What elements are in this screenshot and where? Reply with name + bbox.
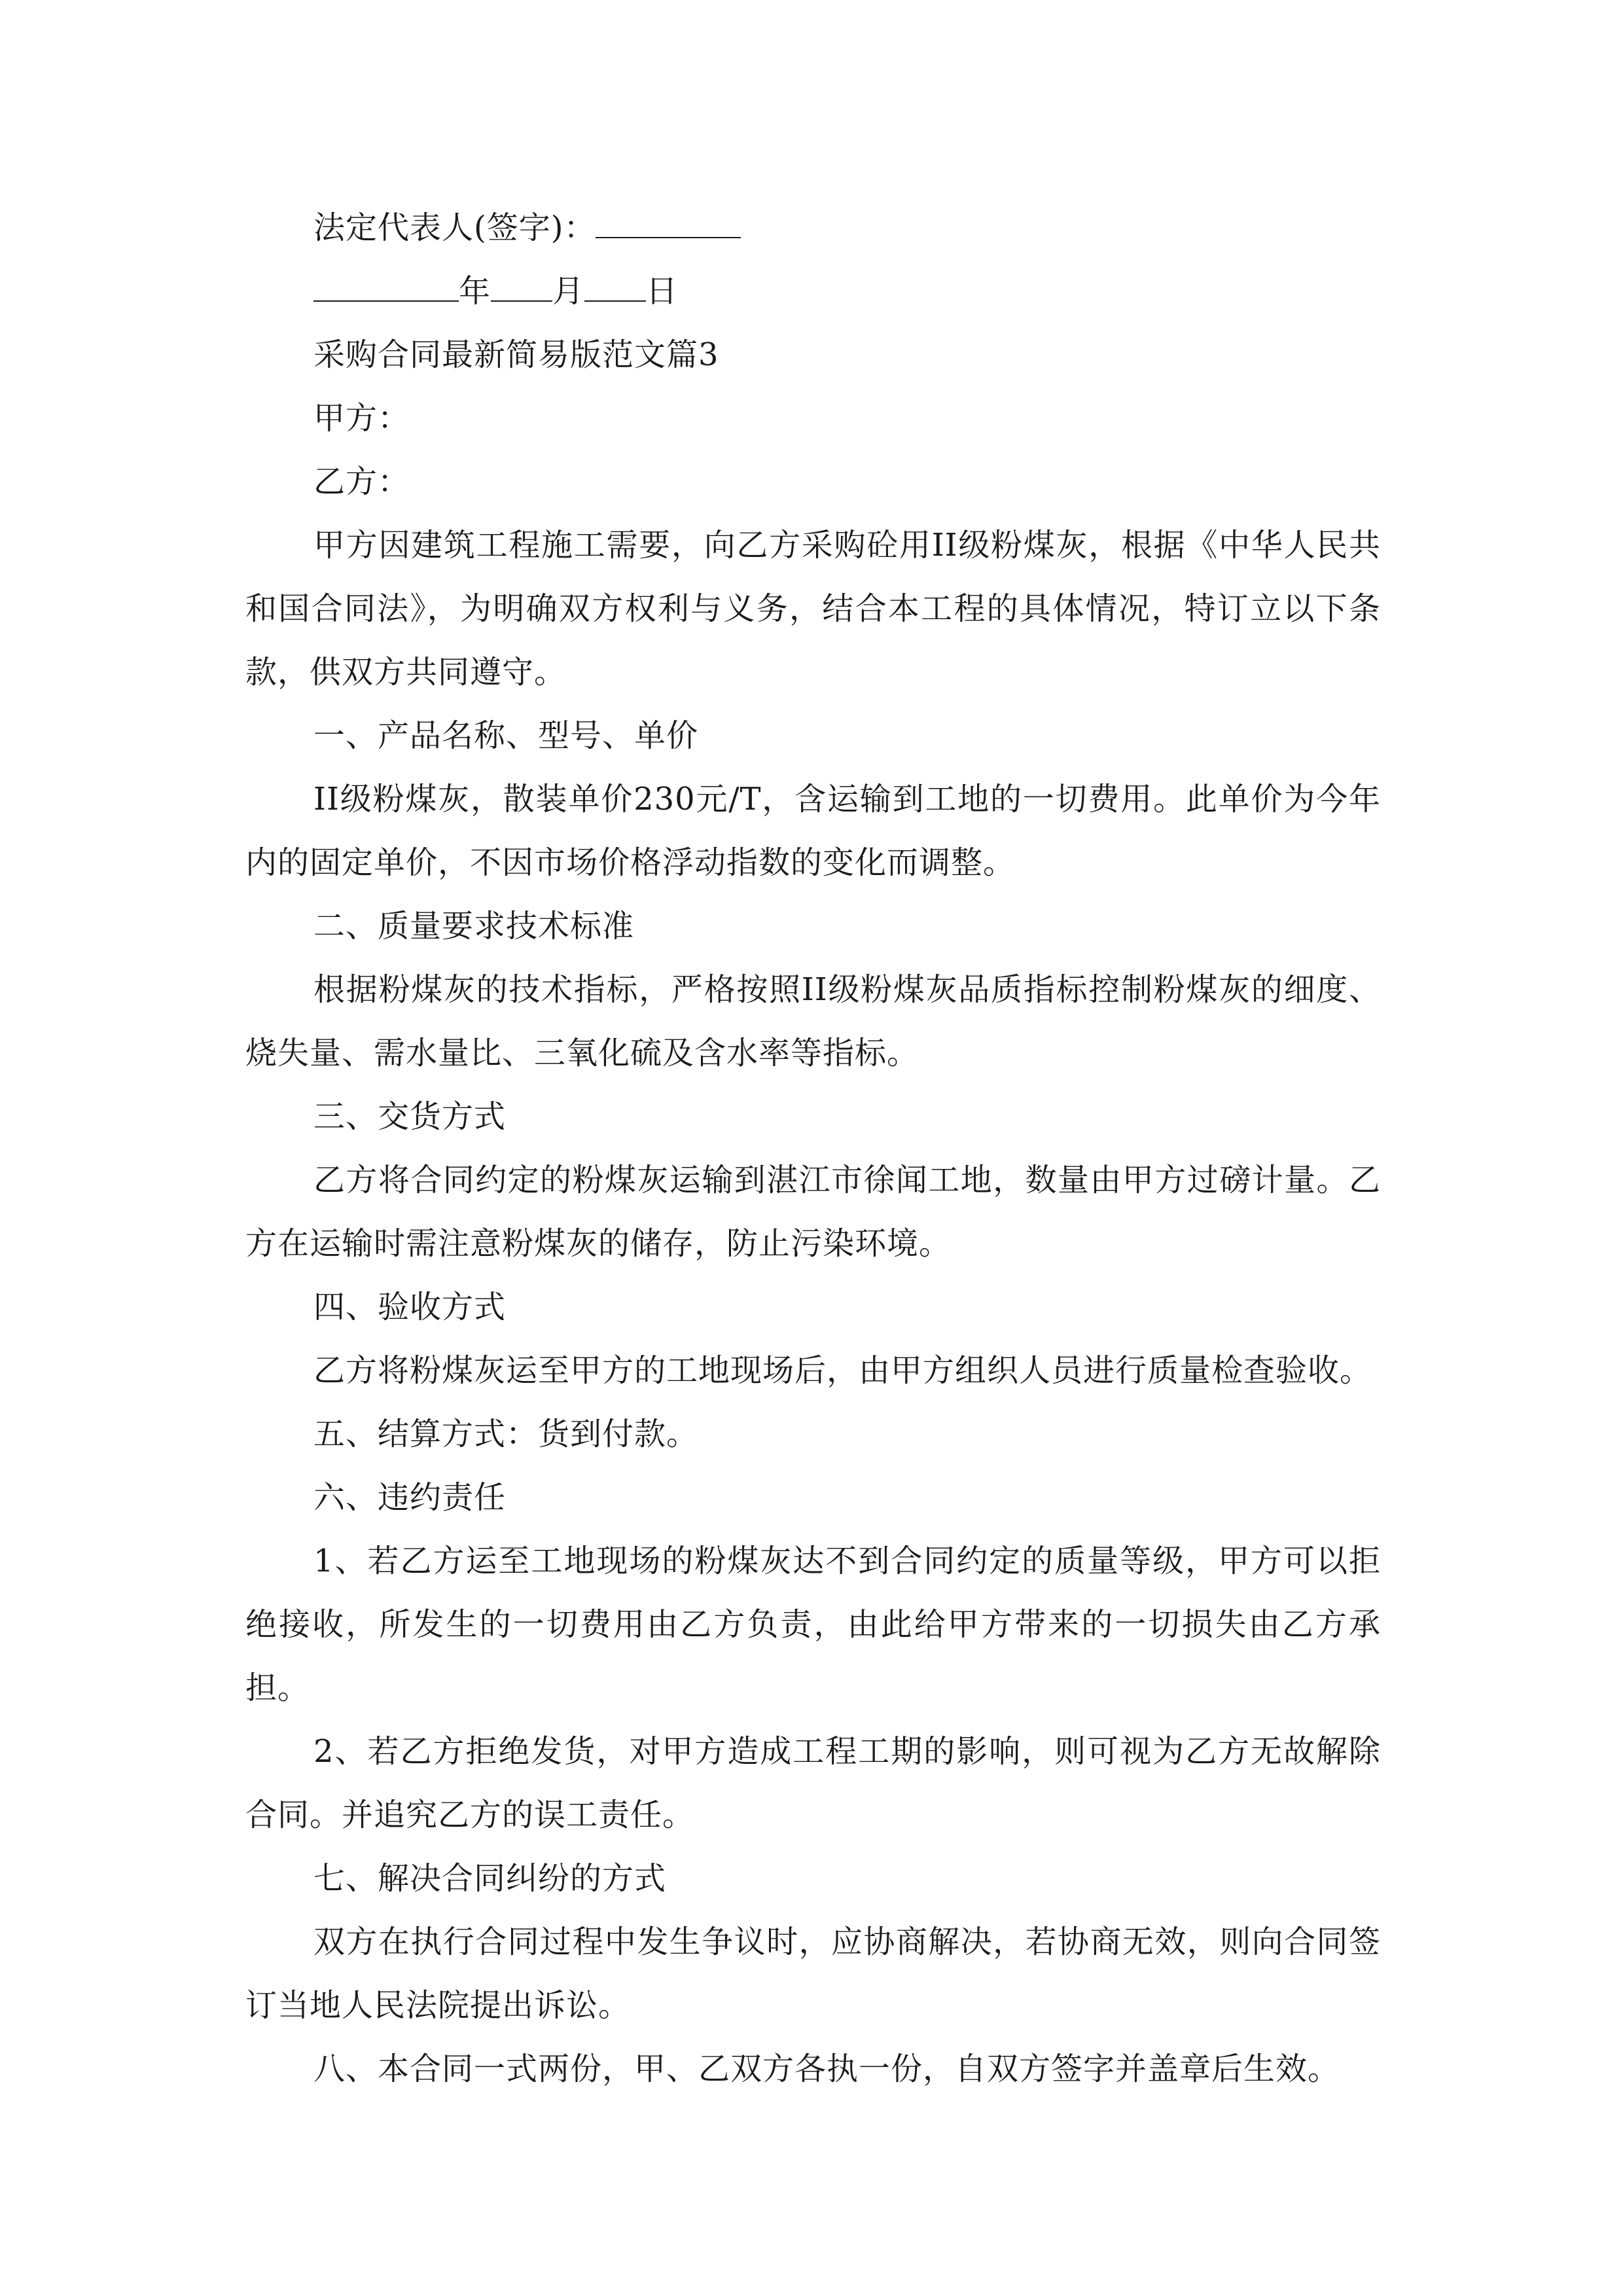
heading-liability: 六、违约责任 [313,1479,507,1516]
date-day-label: 日 [646,273,679,310]
section-title: 采购合同最新简易版范文篇3 [313,336,719,373]
document-body [245,196,1381,2101]
quality-paragraph: 根据粉煤灰的技术指标，严格按照II级粉煤灰品质指标控制粉煤灰的细度、烧失量、需水量比、三氧化硫及含水率等指标。 [245,971,1381,1071]
date-line [245,260,1381,323]
acceptance-paragraph: 乙方将粉煤灰运至甲方的工地现场后，由甲方组织人员进行质量检查验收。 [313,1352,1372,1389]
product-paragraph: II级粉煤灰，散装单价230元/T，含运输到工地的一切费用。此单价为今年内的固定单价，不因市场价格浮动指数的变化而调整。 [245,781,1381,881]
signature-blank [596,211,741,238]
heading-acceptance: 四、验收方式 [313,1289,507,1325]
date-month-label: 月 [552,273,585,310]
day-blank [584,274,646,302]
party-b-label: 乙方： [313,463,410,500]
month-blank [491,274,552,302]
year-blank [313,274,459,302]
intro-paragraph: 甲方因建筑工程施工需要，向乙方采购砼用II级粉煤灰，根据《中华人民共和国合同法》，为明确双方权利与义务，结合本工程的具体情况，特订立以下条款，供双方共同遵守。 [245,527,1381,691]
delivery-paragraph: 乙方将合同约定的粉煤灰运输到湛江市徐闻工地，数量由甲方过磅计量。乙方在运输时需注意粉煤灰的储存，防止污染环境。 [245,1162,1381,1262]
heading-product: 一、产品名称、型号、单价 [313,717,699,754]
heading-delivery: 三、交货方式 [313,1098,507,1135]
heading-settlement: 五、结算方式：货到付款。 [313,1416,699,1452]
legal-rep-label: 法定代表人(签字)： [313,209,596,246]
dispute-paragraph: 双方在执行合同过程中发生争议时，应协商解决，若协商无效，则向合同签订当地人民法院提出诉讼。 [245,1924,1381,2024]
heading-quality: 二、质量要求技术标准 [313,908,635,944]
liability-paragraph-1: 1、若乙方运至工地现场的粉煤灰达不到合同约定的质量等级，甲方可以拒绝接收，所发生的一切费用由乙方负责，由此给甲方带来的一切损失由乙方承担。 [245,1543,1381,1706]
party-a-label: 甲方： [313,400,410,437]
legal-rep-signature-line [245,196,1381,260]
liability-paragraph-2: 2、若乙方拒绝发货，对甲方造成工程工期的影响，则可视为乙方无故解除合同。并追究乙方的误工责任。 [245,1733,1381,1833]
heading-dispute: 七、解决合同纠纷的方式 [313,1860,667,1897]
heading-copies: 八、本合同一式两份，甲、乙双方各执一份，自双方签字并盖章后生效。 [313,2051,1340,2087]
date-year-label: 年 [459,273,491,310]
